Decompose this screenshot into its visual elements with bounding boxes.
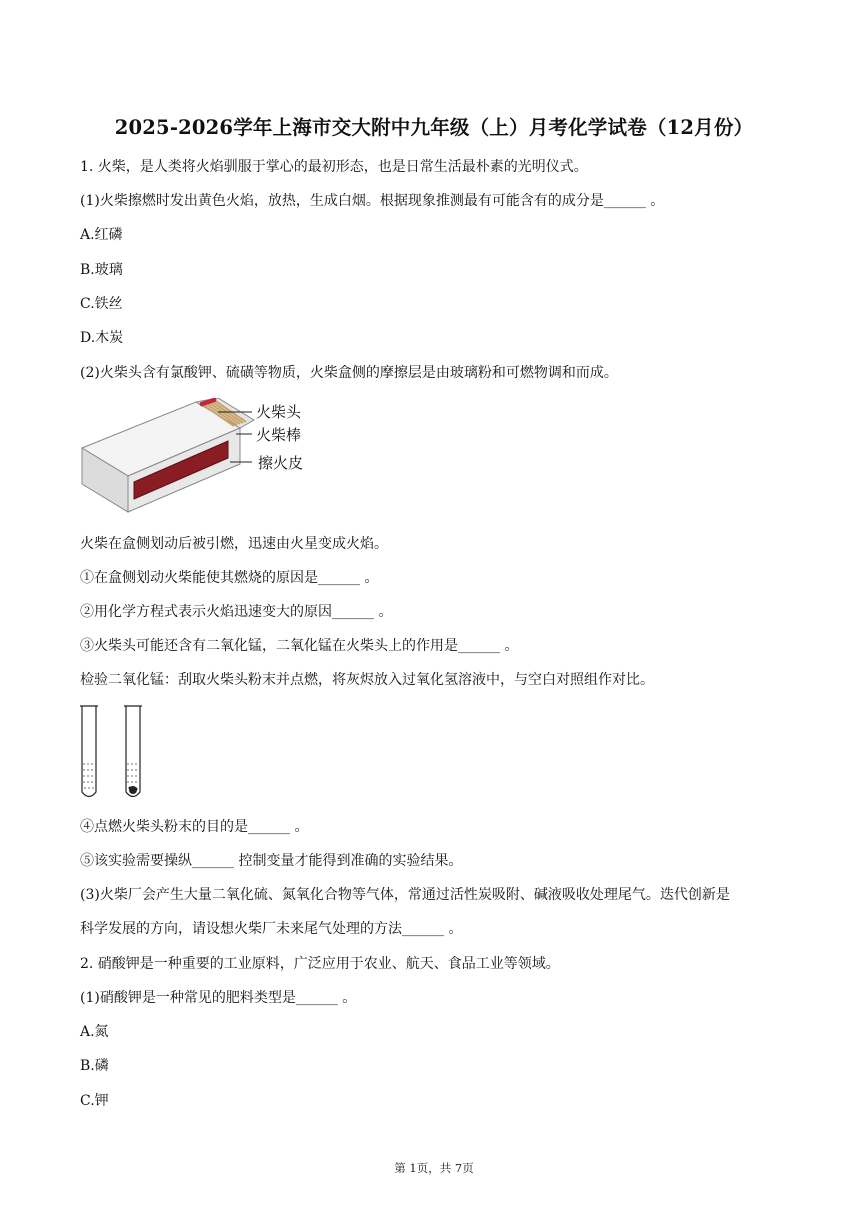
- q1-part3-line1: (3)火柴厂会产生大量二氧化硫、氮氧化合物等气体，常通过活性炭吸附、碱液吸收处理尾气。迭代创新是: [80, 887, 730, 903]
- test-tube-control: [80, 706, 98, 797]
- q1-sub5: ⑤该实验需要操纵______ 控制变量才能得到准确的实验结果。: [80, 853, 463, 869]
- label-match-head: 火柴头: [256, 403, 302, 421]
- q1-part2: (2)火柴头含有氯酸钾、硫磺等物质，火柴盒侧的摩擦层是由玻璃粉和可燃物调和而成。: [80, 365, 618, 381]
- q2-option-c: C.钾: [80, 1093, 109, 1109]
- q2-option-a: A.氮: [80, 1024, 109, 1040]
- q1-option-b: B.玻璃: [80, 262, 123, 278]
- q1-part1: (1)火柴擦燃时发出黄色火焰，放热，生成白烟。根据现象推测最有可能含有的成分是______ 。: [80, 193, 665, 209]
- matchbox-figure: [78, 398, 328, 518]
- test-tube-sample: [124, 706, 142, 797]
- label-striker: 擦火皮: [258, 454, 304, 472]
- q1-part2-note: 火柴在盒侧划动后被引燃，迅速由火星变成火焰。: [80, 536, 388, 552]
- q1-sub4: ④点燃火柴头粉末的目的是______ 。: [80, 819, 309, 835]
- q1-sub1: ①在盒侧划动火柴能使其燃烧的原因是______ 。: [80, 570, 379, 586]
- q2-part1: (1)硝酸钾是一种常见的肥料类型是______ 。: [80, 990, 357, 1006]
- q1-test-text: 检验二氧化锰：刮取火柴头粉末并点燃，将灰烬放入过氧化氢溶液中，与空白对照组作对比。: [80, 672, 654, 688]
- q1-sub3: ③火柴头可能还含有二氧化锰，二氧化锰在火柴头上的作用是______ 。: [80, 638, 519, 654]
- q1-sub2: ②用化学方程式表示火焰迅速变大的原因______ 。: [80, 604, 393, 620]
- q1-stem: 1. 火柴，是人类将火焰驯服于掌心的最初形态，也是日常生活最朴素的光明仪式。: [80, 159, 588, 175]
- page-title: 2025-2026学年上海市交大附中九年级（上）月考化学试卷（12月份）: [114, 116, 754, 139]
- q2-stem: 2. 硝酸钾是一种重要的工业原料，广泛应用于农业、航天、食品工业等领域。: [80, 956, 560, 972]
- label-match-stick: 火柴棒: [256, 426, 302, 444]
- q2-option-b: B.磷: [80, 1058, 109, 1074]
- page-footer: 第 1页，共 7页: [394, 1161, 474, 1175]
- q1-option-d: D.木炭: [80, 330, 124, 346]
- test-tubes-figure: [78, 704, 148, 804]
- q1-option-a: A.红磷: [80, 227, 123, 243]
- q1-part3-line2: 科学发展的方向，请设想火柴厂未来尾气处理的方法______ 。: [80, 921, 463, 937]
- q1-option-c: C.铁丝: [80, 296, 123, 312]
